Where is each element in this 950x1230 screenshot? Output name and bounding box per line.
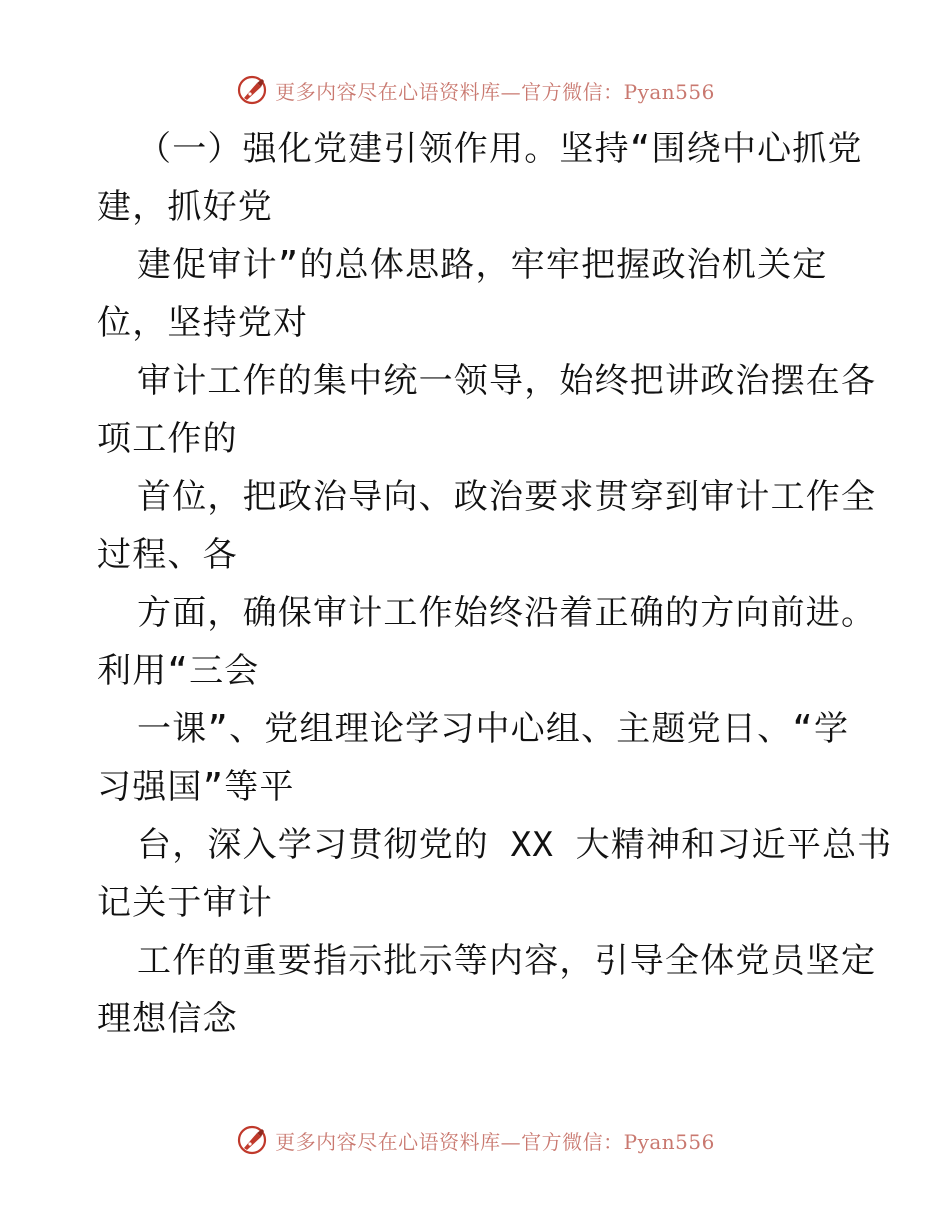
header-watermark xyxy=(0,70,950,110)
text-line: 方面，确保审计工作始终沿着正确的方向前进。 xyxy=(137,593,877,633)
text-line: 工作的重要指示批示等内容，引导全体党员坚定 xyxy=(137,941,877,981)
text-line: 习强国”等平 xyxy=(97,767,295,807)
text-line: 位，坚持党对 xyxy=(97,303,309,343)
text-line: 审计工作的集中统一领导，始终把讲政治摆在各 xyxy=(137,361,877,401)
text-line: 台，深入学习贯彻党的 XX 大精神和习近平总书 xyxy=(137,825,893,865)
pen-nib-logo-icon xyxy=(235,1123,269,1157)
text-line: 一课”、党组理论学习中心组、主题党日、“学 xyxy=(137,709,850,749)
text-line: 记关于审计 xyxy=(97,883,273,923)
text-line: 建促审计”的总体思路，牢牢把握政治机关定 xyxy=(137,245,828,285)
text-line: 理想信念 xyxy=(97,999,238,1039)
body-paragraph xyxy=(97,120,893,1048)
text-line: 项工作的 xyxy=(97,419,238,459)
text-line: 首位，把政治导向、政治要求贯穿到审计工作全 xyxy=(137,477,877,517)
watermark-text: 更多内容尽在心语资料库—官方微信：Pyan556 xyxy=(275,79,715,104)
text-line: 建，抓好党 xyxy=(97,187,273,227)
watermark-text: 更多内容尽在心语资料库—官方微信：Pyan556 xyxy=(275,1129,715,1154)
text-line: （一）强化党建引领作用。坚持“围绕中心抓党 xyxy=(137,129,863,169)
pen-nib-logo-icon xyxy=(235,73,269,107)
text-line: 过程、各 xyxy=(97,535,238,575)
text-line: 利用“三会 xyxy=(97,651,260,691)
footer-watermark xyxy=(0,1120,950,1160)
